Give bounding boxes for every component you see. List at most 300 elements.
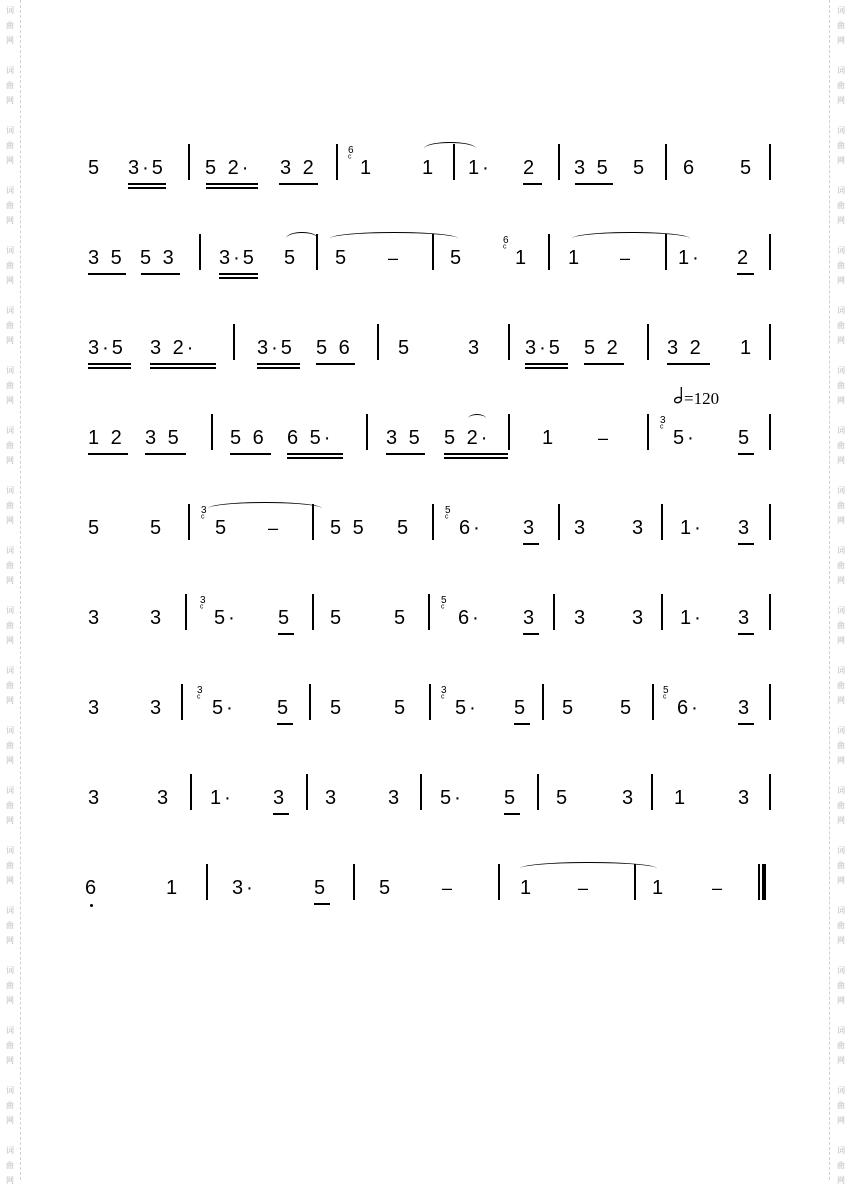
barline (769, 324, 771, 360)
note-group: 3·5 (88, 337, 126, 359)
watermark-char: 网 (6, 1056, 14, 1065)
watermark-char: 网 (6, 456, 14, 465)
watermark-char: 曲 (837, 1161, 845, 1170)
dash-extension: – (598, 428, 609, 448)
watermark-char: 词 (6, 666, 14, 675)
grace-note (445, 506, 451, 522)
note-group: 1 (360, 157, 375, 179)
barline (188, 144, 190, 180)
rhythm-underline (206, 183, 258, 185)
watermark-char: 曲 (837, 921, 845, 930)
rhythm-underline (219, 273, 258, 275)
rhythm-underline (278, 633, 294, 635)
watermark-char: 网 (837, 576, 845, 585)
half-note-icon (674, 389, 684, 408)
note-group: 1 2 (88, 427, 125, 449)
dash-extension: – (388, 248, 399, 268)
barline (190, 774, 192, 810)
barline (558, 144, 560, 180)
watermark-char: 词 (6, 1146, 14, 1155)
note-group: 5 6 (230, 427, 267, 449)
barline (206, 864, 208, 900)
rhythm-underline (145, 453, 186, 455)
watermark-char: 词 (6, 6, 14, 15)
barline (769, 144, 771, 180)
watermark-char: 曲 (6, 321, 14, 330)
watermark-char: 词 (6, 66, 14, 75)
watermark-char: 词 (837, 846, 845, 855)
note-group: 3 (388, 787, 403, 809)
note-group: 3 (523, 517, 538, 539)
rhythm-underline (738, 723, 754, 725)
watermark-char: 曲 (837, 141, 845, 150)
tie-arc (520, 862, 657, 875)
rhythm-underline (525, 363, 568, 365)
note-group: 1 (674, 787, 689, 809)
note-group: 5 2 (584, 337, 621, 359)
rhythm-underline (128, 187, 166, 189)
note-group: 3 2 (667, 337, 704, 359)
note-group: 5 (284, 247, 299, 269)
watermark-char: 曲 (837, 501, 845, 510)
barline (553, 594, 555, 630)
grace-note (441, 686, 447, 702)
watermark-char: 词 (837, 786, 845, 795)
note-group: 3 2 (280, 157, 317, 179)
watermark-char: 曲 (837, 381, 845, 390)
barline (429, 684, 431, 720)
note-group: 5 (277, 697, 292, 719)
watermark-char: 曲 (6, 141, 14, 150)
rhythm-underline (277, 723, 293, 725)
rhythm-underline (287, 453, 343, 455)
watermark-char: 网 (6, 756, 14, 765)
grace-note-digit: 3 (441, 685, 447, 696)
barline (651, 774, 653, 810)
watermark-char: 网 (6, 216, 14, 225)
barline (558, 504, 560, 540)
rhythm-underline (257, 363, 300, 365)
note-group: 5 (330, 607, 345, 629)
rhythm-underline (738, 453, 754, 455)
watermark-char: 词 (837, 306, 845, 315)
watermark-char: 网 (837, 756, 845, 765)
watermark-char: 词 (6, 546, 14, 555)
note-group: 5 (514, 697, 529, 719)
rhythm-underline (88, 453, 128, 455)
barline (336, 144, 338, 180)
note-group: 5 (556, 787, 571, 809)
watermark-char: 网 (6, 1176, 14, 1185)
rhythm-underline (88, 363, 131, 365)
dash-extension: – (620, 248, 631, 268)
note-group: 5 2· (444, 427, 491, 449)
note-group: 3 5 (386, 427, 423, 449)
watermark-char: 曲 (6, 501, 14, 510)
watermark-char: 曲 (6, 1101, 14, 1110)
watermark-char: 曲 (6, 741, 14, 750)
note-group: 3 (738, 697, 753, 719)
barline (309, 684, 311, 720)
grace-note-digit: 6 (503, 235, 509, 246)
watermark-char: 词 (837, 6, 845, 15)
barline (188, 504, 190, 540)
watermark-char: 词 (6, 966, 14, 975)
grace-note (503, 236, 509, 252)
note-group: 5 (335, 247, 350, 269)
barline (769, 594, 771, 630)
watermark-char: 曲 (837, 201, 845, 210)
note-group: 3 (574, 517, 589, 539)
barline (377, 324, 379, 360)
grace-note-digit: 6 (348, 145, 354, 156)
watermark-char: 曲 (6, 801, 14, 810)
note-group: 3 (738, 607, 753, 629)
watermark-char: 曲 (837, 801, 845, 810)
note-group: 5· (455, 697, 479, 719)
score-row (0, 423, 850, 488)
barline (312, 594, 314, 630)
score-row (0, 878, 850, 938)
note-group: 5· (212, 697, 236, 719)
barline (769, 234, 771, 270)
grace-note (197, 686, 203, 702)
note-group: 1· (210, 787, 234, 809)
note-group: 3 (738, 517, 753, 539)
grace-tie-mark: ᶜ (441, 603, 445, 614)
note-group: 3 (88, 697, 103, 719)
note-group: 3 (622, 787, 637, 809)
final-barline-thin (758, 864, 760, 900)
note-group: 5 (88, 517, 103, 539)
note-group: 1 (166, 877, 181, 899)
note-group: 6 (85, 877, 100, 899)
note-group: 3 5 (145, 427, 182, 449)
barline (185, 594, 187, 630)
watermark-char: 曲 (837, 321, 845, 330)
watermark-char: 词 (837, 906, 845, 915)
score-row (0, 788, 850, 848)
watermark-char: 曲 (837, 1041, 845, 1050)
grace-tie-mark: ᶜ (201, 513, 205, 524)
rhythm-underline (287, 457, 343, 459)
note-group: 3·5 (128, 157, 166, 179)
rhythm-underline (314, 903, 330, 905)
watermark-char: 词 (837, 486, 845, 495)
watermark-char: 词 (837, 726, 845, 735)
barline (661, 594, 663, 630)
watermark-char: 网 (837, 936, 845, 945)
barline (769, 774, 771, 810)
note-group: 1 (520, 877, 535, 899)
watermark-char: 网 (837, 1116, 845, 1125)
watermark-char: 网 (6, 696, 14, 705)
watermark-char: 网 (837, 696, 845, 705)
note-group: 6· (458, 607, 482, 629)
watermark-char: 网 (837, 636, 845, 645)
note-group: 5 (397, 517, 412, 539)
rhythm-underline (504, 813, 520, 815)
watermark-char: 网 (6, 576, 14, 585)
barline (542, 684, 544, 720)
note-group: 5 (278, 607, 293, 629)
note-group: 5 (88, 157, 103, 179)
score-row (0, 243, 850, 308)
note-group: 1 (542, 427, 557, 449)
note-group: 5 (379, 877, 394, 899)
note-group: 1· (680, 607, 704, 629)
note-group: 1 (740, 337, 755, 359)
note-group: 3 (273, 787, 288, 809)
rhythm-underline (738, 543, 754, 545)
watermark-char: 词 (6, 1086, 14, 1095)
grace-tie-mark: ᶜ (663, 693, 667, 704)
grace-tie-mark: ᶜ (441, 693, 445, 704)
note-group: 5 6 (316, 337, 353, 359)
rhythm-underline (523, 633, 539, 635)
watermark-char: 网 (6, 96, 14, 105)
watermark-char: 网 (6, 936, 14, 945)
grace-note-digit: 5 (445, 505, 451, 516)
watermark-char: 词 (6, 906, 14, 915)
watermark-char: 词 (6, 366, 14, 375)
watermark-char: 词 (6, 486, 14, 495)
grace-tie-mark: ᶜ (197, 693, 201, 704)
watermark-char: 网 (6, 36, 14, 45)
rhythm-underline (444, 457, 508, 459)
note-group: 5 3 (140, 247, 177, 269)
barline (366, 414, 368, 450)
note-group: 5 (398, 337, 413, 359)
watermark-char: 网 (6, 996, 14, 1005)
watermark-char: 词 (6, 306, 14, 315)
note-group: 5· (214, 607, 238, 629)
watermark-char: 曲 (6, 861, 14, 870)
low-octave-dot (90, 904, 93, 907)
grace-tie-mark: ᶜ (660, 423, 664, 434)
watermark-char: 网 (6, 336, 14, 345)
watermark-char: 网 (6, 1116, 14, 1125)
watermark-char: 网 (837, 816, 845, 825)
watermark-char: 网 (837, 336, 845, 345)
tie-arc (424, 142, 476, 155)
watermark-char: 曲 (6, 441, 14, 450)
rhythm-underline (575, 183, 613, 185)
note-group: 5 (150, 517, 165, 539)
note-group: 3 (632, 517, 647, 539)
note-group: 3 (150, 697, 165, 719)
grace-note (663, 686, 669, 702)
watermark-char: 网 (6, 876, 14, 885)
barline (498, 864, 500, 900)
watermark-char: 曲 (837, 681, 845, 690)
watermark-char: 词 (837, 1146, 845, 1155)
final-barline-thick (762, 864, 766, 900)
watermark-char: 曲 (837, 1101, 845, 1110)
rhythm-underline (279, 183, 318, 185)
note-group: 5 5 (330, 517, 367, 539)
watermark-char: 词 (6, 426, 14, 435)
rhythm-underline (150, 367, 216, 369)
watermark-char: 网 (837, 996, 845, 1005)
barline (647, 414, 649, 450)
rhythm-underline (206, 187, 258, 189)
watermark-char: 曲 (6, 21, 14, 30)
watermark-char: 网 (6, 396, 14, 405)
tie-arc (208, 502, 322, 515)
score-row (0, 603, 850, 668)
barline (428, 594, 430, 630)
rhythm-underline (219, 277, 258, 279)
watermark-char: 网 (6, 636, 14, 645)
grace-note (348, 146, 354, 162)
note-group: 1· (680, 517, 704, 539)
barline (508, 324, 510, 360)
watermark-char: 词 (6, 846, 14, 855)
watermark-char: 网 (6, 156, 14, 165)
watermark-char: 曲 (6, 201, 14, 210)
watermark-char: 词 (837, 966, 845, 975)
note-group: 3 (150, 607, 165, 629)
watermark-char: 网 (837, 396, 845, 405)
note-group: 5· (440, 787, 464, 809)
note-group: 3 5 (88, 247, 125, 269)
rhythm-underline (444, 453, 508, 455)
note-group: 5· (673, 427, 697, 449)
watermark-char: 词 (6, 126, 14, 135)
watermark-char: 网 (837, 516, 845, 525)
watermark-char: 词 (837, 426, 845, 435)
watermark-char: 网 (837, 216, 845, 225)
note-group: 3 (88, 607, 103, 629)
barline (769, 684, 771, 720)
watermark-char: 曲 (6, 921, 14, 930)
watermark-char: 词 (837, 1026, 845, 1035)
grace-tie-mark: ᶜ (503, 243, 507, 254)
watermark-char: 词 (837, 246, 845, 255)
watermark-char: 曲 (837, 441, 845, 450)
note-group: 3·5 (257, 337, 295, 359)
watermark-char: 词 (837, 186, 845, 195)
watermark-char: 曲 (6, 81, 14, 90)
watermark-char: 曲 (6, 981, 14, 990)
barline (548, 234, 550, 270)
rhythm-underline (141, 273, 180, 275)
note-group: 3 (523, 607, 538, 629)
note-group: 6 (683, 157, 698, 179)
grace-note (200, 596, 206, 612)
watermark-char: 网 (837, 1176, 845, 1185)
note-group: 6· (459, 517, 483, 539)
note-group: 3 (468, 337, 483, 359)
note-group: 2 (737, 247, 752, 269)
note-group: 3 (88, 787, 103, 809)
watermark-char: 词 (6, 246, 14, 255)
watermark-char: 曲 (6, 261, 14, 270)
rhythm-underline (584, 363, 624, 365)
note-group: 5 2· (205, 157, 252, 179)
grace-note (660, 416, 666, 432)
grace-note-digit: 5 (663, 685, 669, 696)
watermark-char: 曲 (837, 741, 845, 750)
barline (769, 414, 771, 450)
watermark-char: 词 (6, 786, 14, 795)
note-group: 5 (504, 787, 519, 809)
watermark-char: 词 (837, 546, 845, 555)
note-group: 3 (157, 787, 172, 809)
note-group: 1· (678, 247, 702, 269)
rhythm-underline (738, 633, 754, 635)
watermark-char: 网 (837, 876, 845, 885)
watermark-char: 词 (837, 666, 845, 675)
note-group: 1 (568, 247, 583, 269)
watermark-char: 曲 (837, 861, 845, 870)
note-group: 3 (325, 787, 340, 809)
watermark-char: 网 (6, 276, 14, 285)
note-group: 5 (215, 517, 230, 539)
dash-extension: – (712, 878, 723, 898)
rhythm-underline (273, 813, 289, 815)
barline (769, 504, 771, 540)
grace-tie-mark: ᶜ (348, 153, 352, 164)
watermark-char: 词 (837, 66, 845, 75)
rhythm-underline (257, 367, 300, 369)
note-group: 3 2· (150, 337, 197, 359)
tie-arc (330, 232, 458, 245)
rhythm-underline (230, 453, 271, 455)
grace-tie-mark: ᶜ (445, 513, 449, 524)
watermark-char: 词 (837, 126, 845, 135)
watermark-char: 词 (6, 606, 14, 615)
watermark-char: 网 (6, 816, 14, 825)
watermark-char: 曲 (837, 981, 845, 990)
note-group: 5 (330, 697, 345, 719)
note-group: 1 (652, 877, 667, 899)
watermark-char: 词 (6, 726, 14, 735)
watermark-char: 曲 (6, 1041, 14, 1050)
note-group: 1 (422, 157, 437, 179)
note-group: 3· (232, 877, 256, 899)
score-row (0, 513, 850, 578)
grace-note-digit: 3 (200, 595, 206, 606)
note-group: 5 (394, 697, 409, 719)
note-group: 5 (562, 697, 577, 719)
barline (181, 684, 183, 720)
barline (508, 414, 510, 450)
watermark-char: 曲 (6, 561, 14, 570)
watermark-char: 网 (837, 96, 845, 105)
watermark-char: 词 (837, 1086, 845, 1095)
tie-arc (286, 232, 318, 245)
watermark-char: 网 (837, 276, 845, 285)
grace-note-digit: 3 (660, 415, 666, 426)
rhythm-underline (525, 367, 568, 369)
dash-extension: – (268, 518, 279, 538)
watermark-char: 曲 (837, 561, 845, 570)
grace-tie-mark: ᶜ (200, 603, 204, 614)
note-group: 1· (468, 157, 492, 179)
rhythm-underline (88, 273, 126, 275)
barline (233, 324, 235, 360)
note-group: 5 (633, 157, 648, 179)
barline (211, 414, 213, 450)
note-group: 6 5· (287, 427, 334, 449)
watermark-char: 网 (6, 516, 14, 525)
note-group: 3 5 (574, 157, 611, 179)
barline (353, 864, 355, 900)
note-group: 5 (740, 157, 755, 179)
score-row (0, 693, 850, 758)
